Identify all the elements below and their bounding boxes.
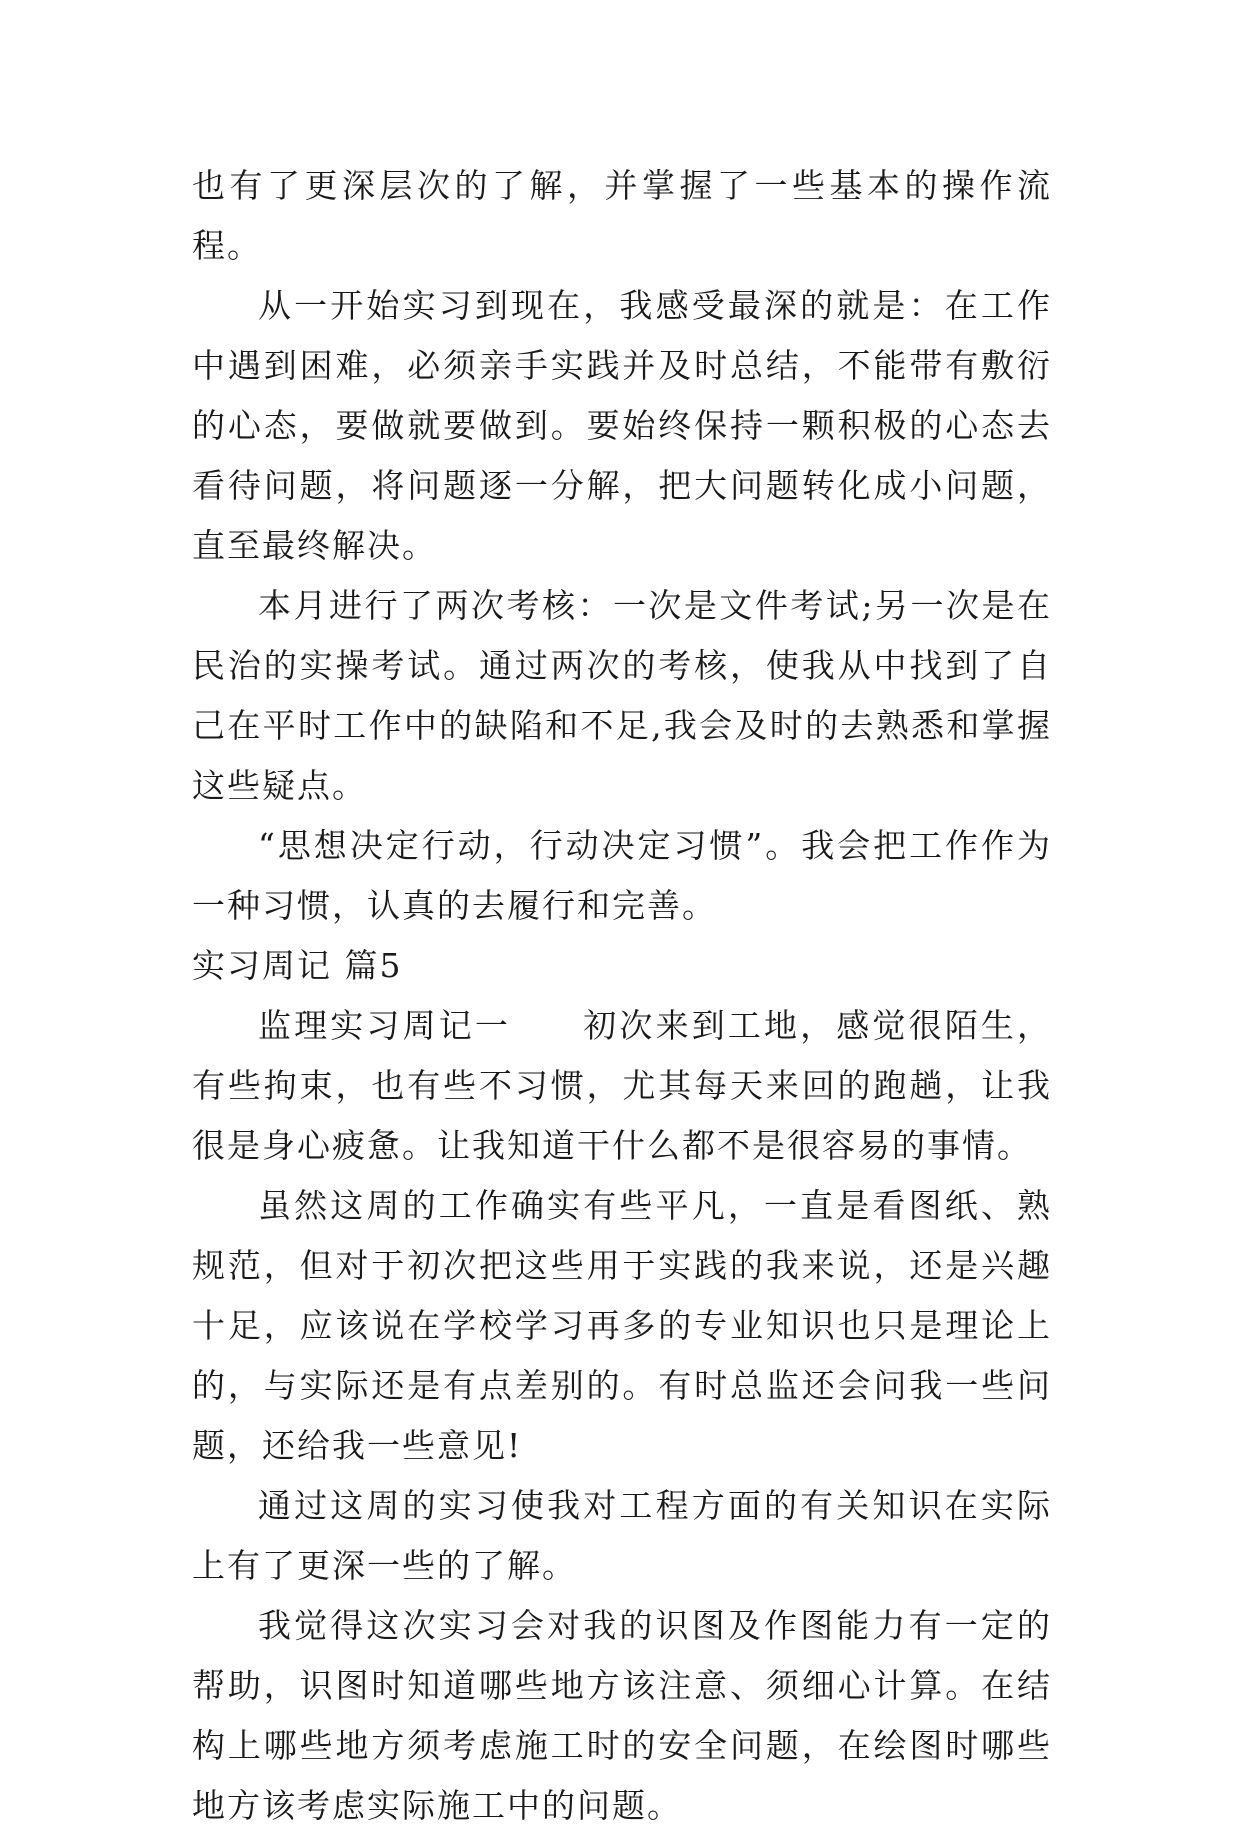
- paragraph-experience: 从一开始实习到现在，我感受最深的就是：在工作中遇到困难，必须亲手实践并及时总结，不能带有敷衍的心态，要做就要做到。要始终保持一颗积极的心态去看待问题，将问题逐一分解，把大问题转化成小问题，直至最终解决。: [192, 286, 1052, 565]
- document-body: [192, 156, 1052, 1836]
- paragraph-week-one: 监理实习周记一 初次来到工地，感觉很陌生，有些拘束，也有些不习惯，尤其每天来回的跑趟，让我很是身心疲惫。让我知道干什么都不是很容易的事情。: [192, 1006, 1052, 1165]
- paragraph-assessment: 本月进行了两次考核：一次是文件考试;另一次是在民治的实操考试。通过两次的考核，使我从中找到了自己在平时工作中的缺陷和不足,我会及时的去熟悉和掌握这些疑点。: [192, 586, 1052, 805]
- paragraph-drawing-skills: 我觉得这次实习会对我的识图及作图能力有一定的帮助，识图时知道哪些地方该注意、须细心计算。在结构上哪些地方须考虑施工时的安全问题，在绘图时哪些地方该考虑实际施工中的问题。: [192, 1606, 1052, 1825]
- paragraph-work-routine: 虽然这周的工作确实有些平凡，一直是看图纸、熟规范，但对于初次把这些用于实践的我来说，还是兴趣十足，应该说在学校学习再多的专业知识也只是理论上的，与实际还是有点差别的。有时总监还会问我一些问题，还给我一些意见!: [192, 1186, 1052, 1465]
- paragraph-quote: “思想决定行动，行动决定习惯”。我会把工作作为一种习惯，认真的去履行和完善。: [192, 826, 1052, 925]
- section-heading: 实习周记 篇5: [192, 946, 403, 985]
- paragraph-continuation: 也有了更深层次的了解，并掌握了一些基本的操作流程。: [192, 166, 1052, 265]
- paragraph-knowledge: 通过这周的实习使我对工程方面的有关知识在实际上有了更深一些的了解。: [192, 1486, 1052, 1585]
